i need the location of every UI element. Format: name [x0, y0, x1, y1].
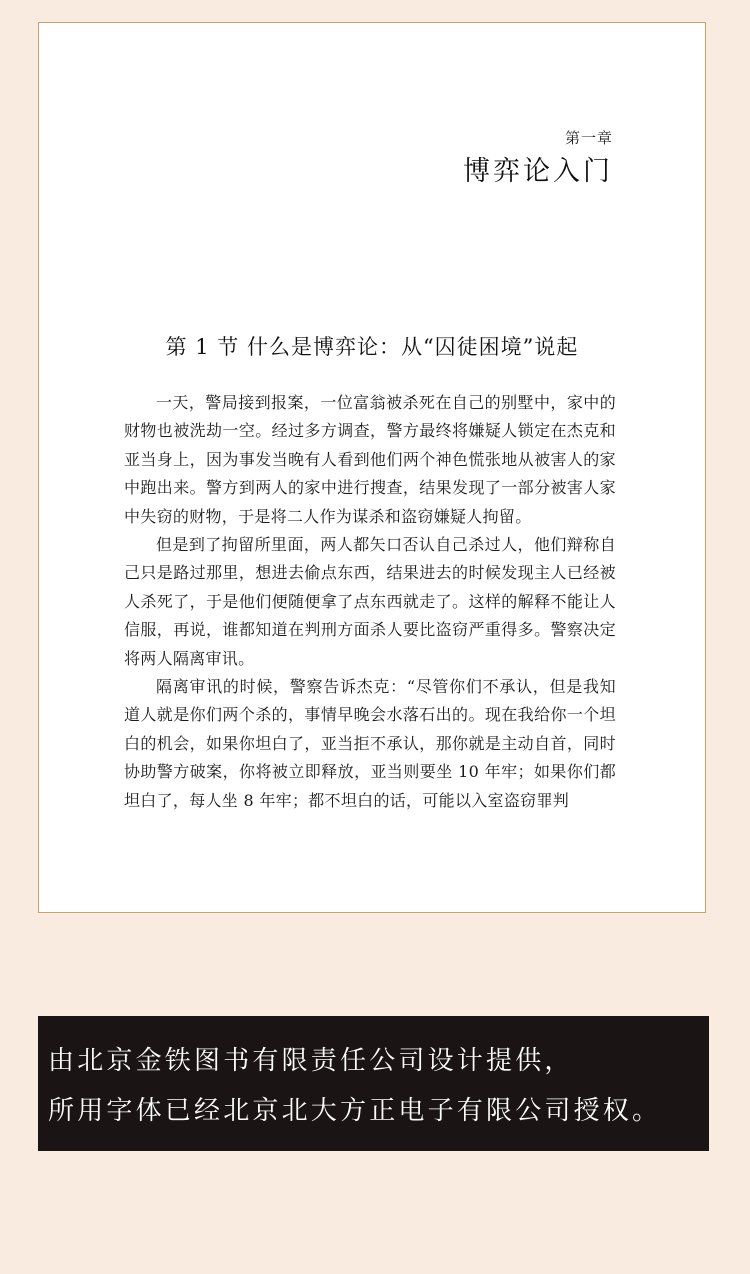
chapter-label: 第一章	[564, 129, 613, 147]
book-page	[38, 22, 706, 913]
section-title: 第 1 节 什么是博弈论：从“囚徒困境”说起	[165, 335, 579, 359]
paragraph: 一天，警局接到报案，一位富翁被杀死在自己的别墅中，家中的财物也被洗劫一空。经过多方调查，警方最终将嫌疑人锁定在杰克和亚当身上，因为事发当晚有人看到他们两个神色慌张地从被害人的家中跑出来。警方到两人的家中进行搜查，结果发现了一部分被害人家中失窃的财物，于是将二人作为谋杀和盗窃嫌疑人拘留。	[124, 393, 616, 526]
credit-line-2: 所用字体已经北京北大方正电子有限公司授权。	[48, 1096, 662, 1126]
credit-banner	[38, 1016, 709, 1151]
paragraph: 但是到了拘留所里面，两人都矢口否认自己杀过人，他们辩称自己只是路过那里，想进去偷点东西，结果进去的时候发现主人已经被人杀死了，于是他们便随便拿了点东西就走了。这样的解释不能让人信服，再说，谁都知道在判刑方面杀人要比盗窃严重得多。警察决定将两人隔离审讯。	[124, 535, 616, 668]
body-text	[124, 389, 616, 815]
credit-line-1: 由北京金铁图书有限责任公司设计提供，	[48, 1046, 574, 1076]
paragraph: 隔离审讯的时候，警察告诉杰克：“尽管你们不承认，但是我知道人就是你们两个杀的，事情早晚会水落石出的。现在我给你一个坦白的机会，如果你坦白了，亚当拒不承认，那你就是主动自首，同时协助警方破案，你将被立即释放，亚当则要坐 10 年牢；如果你们都坦白了，每人坐 8 年牢；都不坦白的话，可能以入室盗窃罪判	[124, 677, 616, 810]
chapter-title: 博弈论入门	[463, 156, 613, 187]
